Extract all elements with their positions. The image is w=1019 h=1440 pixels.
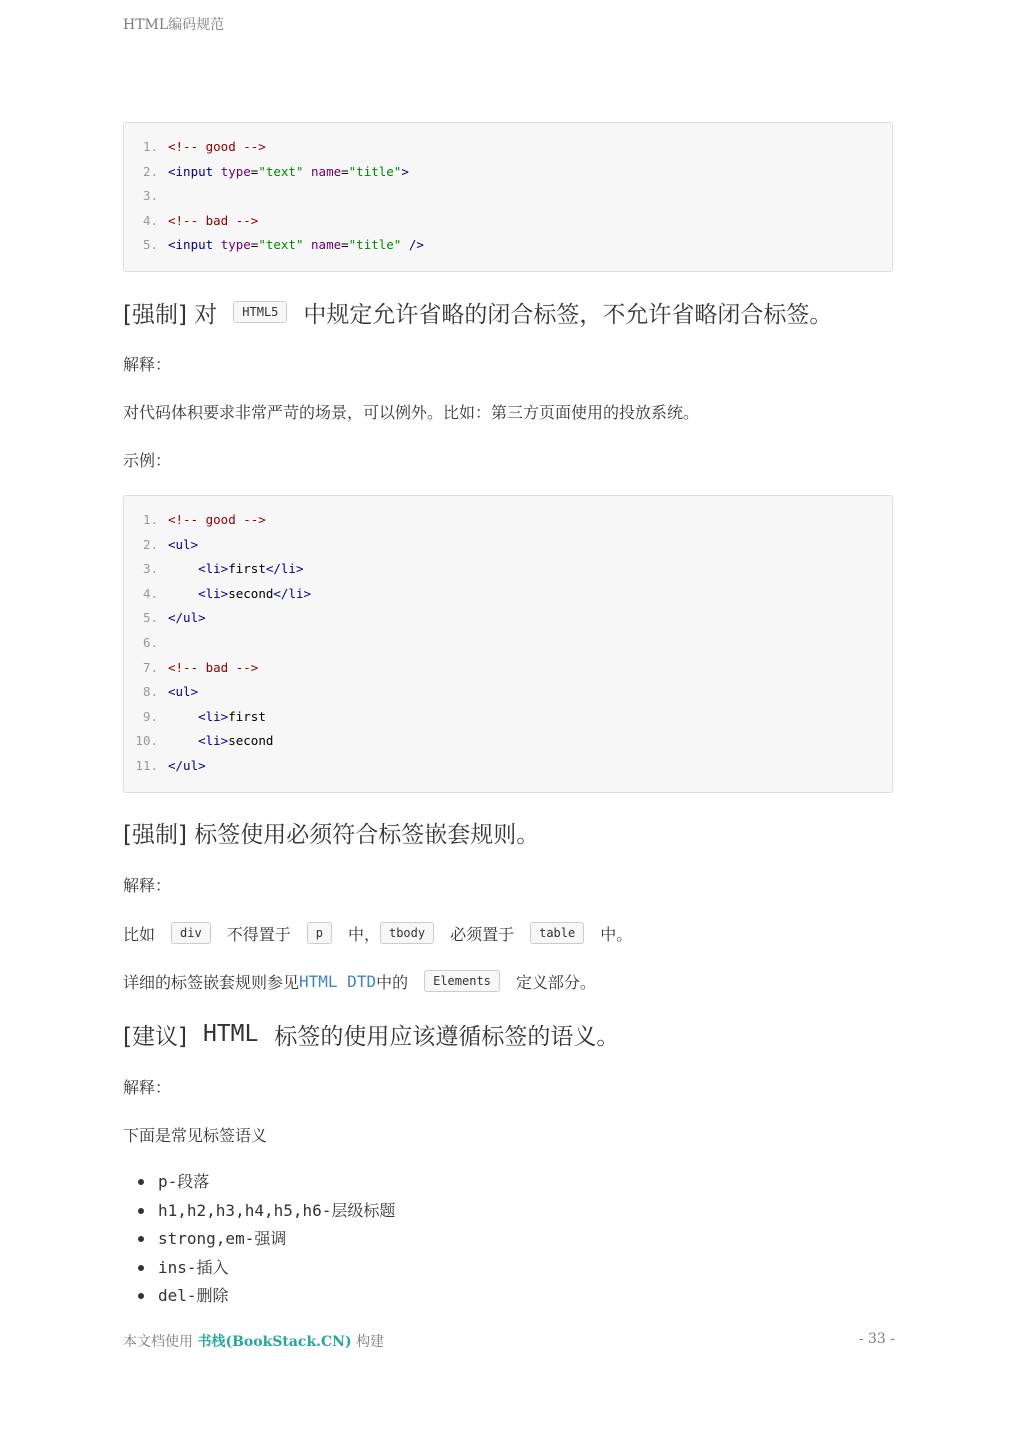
code-token [168, 709, 198, 724]
running-header: HTML编码规范 [123, 17, 225, 33]
code-token: name [311, 163, 342, 179]
code-token: </ul> [168, 757, 206, 773]
bullet-icon [138, 1236, 144, 1242]
code-token: second [228, 585, 274, 601]
tag-description: 段落 [177, 1172, 210, 1191]
tag-name: p [158, 1172, 168, 1191]
bullet-icon [138, 1265, 144, 1271]
footer-credit [123, 1331, 384, 1351]
line-number: 6. [142, 634, 158, 650]
code-line [124, 508, 892, 533]
code-token [213, 164, 221, 179]
code-token [303, 164, 311, 179]
code-token: <input [168, 163, 214, 179]
code-content [168, 729, 273, 754]
code-token: </li> [273, 585, 312, 601]
text-segment: 详细的标签嵌套规则参见 [123, 972, 300, 992]
code-line [124, 135, 892, 160]
code-token: <!-- good --> [168, 512, 266, 527]
code-token: </ul> [168, 610, 206, 626]
html-dtd-link[interactable]: HTML DTD [299, 971, 377, 991]
code-token [213, 237, 221, 252]
line-number: 3. [142, 561, 158, 577]
inline-code-elements: Elements [424, 970, 500, 992]
section-heading-closing-tags [123, 296, 832, 328]
code-token: <input [168, 237, 214, 253]
explain-label: 解释： [123, 354, 172, 374]
list-item [123, 1254, 395, 1283]
tag-description: 插入 [196, 1257, 229, 1277]
text-segment: 中， [347, 924, 380, 944]
code-token: = [341, 163, 349, 179]
code-line [124, 680, 892, 705]
code-line [124, 533, 892, 558]
code-token: "title" [348, 163, 402, 179]
code-token: <li> [198, 708, 229, 724]
line-number: 4. [142, 585, 158, 601]
text-segment: 中。 [600, 924, 633, 944]
text-segment: 必须置于 [450, 924, 515, 944]
code-token: first [228, 708, 266, 724]
line-number: 5. [142, 610, 158, 626]
line-number: 3. [142, 188, 158, 204]
code-line [124, 557, 892, 582]
nesting-example-line [123, 920, 632, 946]
section-heading-semantics [123, 1018, 619, 1050]
heading-text: 标签的使用应该遵循标签的语义。 [274, 1023, 620, 1050]
list-item [123, 1168, 395, 1197]
line-number: 5. [142, 237, 158, 253]
tag-name: strong,em [158, 1229, 245, 1248]
code-content [168, 557, 304, 582]
line-number: 2. [142, 163, 158, 179]
bullet-icon [138, 1179, 144, 1185]
code-token: = [341, 237, 349, 253]
code-token [168, 561, 198, 576]
heading-code: HTML [202, 1021, 259, 1047]
tag-description: 删除 [196, 1286, 229, 1305]
separator: - [186, 1257, 197, 1277]
list-item [123, 1282, 395, 1311]
semantics-intro: 下面是常见标签语义 [123, 1125, 268, 1145]
line-number: 11. [135, 757, 158, 773]
line-number: 2. [142, 536, 158, 552]
line-number: 8. [142, 684, 158, 700]
tag-description: 强调 [254, 1229, 287, 1248]
code-block-input-example [123, 122, 893, 272]
code-token: type [220, 237, 251, 253]
inline-code-table: table [530, 922, 584, 944]
list-item [123, 1225, 395, 1254]
separator: - [167, 1172, 178, 1191]
heading-text: 中规定允许省略的闭合标签，不允许省略闭合标签。 [303, 301, 833, 328]
code-token: <li> [198, 561, 229, 577]
code-token: = [250, 237, 259, 253]
code-token: <li> [198, 585, 229, 601]
code-token: <li> [198, 733, 229, 749]
code-token: <ul> [168, 684, 199, 700]
code-content [168, 533, 198, 558]
code-token: "title" [348, 237, 402, 253]
code-token: first [228, 561, 266, 577]
code-line [124, 631, 892, 656]
code-content [168, 508, 266, 533]
code-token: <ul> [168, 536, 199, 552]
code-content [168, 160, 409, 185]
explain-label: 解释： [123, 1077, 172, 1097]
code-token: "text" [258, 163, 304, 179]
code-line [124, 160, 892, 185]
separator: - [186, 1286, 197, 1305]
line-number: 1. [142, 139, 158, 154]
page-number: - 33 - [858, 1331, 895, 1347]
code-token: name [311, 237, 342, 253]
heading-text: [建议] [123, 1023, 187, 1050]
code-token [168, 586, 198, 601]
code-line [124, 184, 892, 209]
code-line [124, 582, 892, 607]
code-token: /> [408, 237, 424, 253]
code-line [124, 729, 892, 754]
code-content [168, 582, 311, 607]
footer-suffix: 构建 [356, 1334, 385, 1350]
tag-name: del [158, 1286, 187, 1305]
line-number: 9. [142, 708, 158, 724]
tag-name: h1,h2,h3,h4,h5,h6 [158, 1200, 322, 1220]
code-content [168, 233, 424, 258]
code-token: </li> [265, 561, 304, 577]
code-content [168, 754, 206, 779]
code-token: > [401, 163, 409, 179]
explain-label: 解释： [123, 875, 172, 895]
list-item [123, 1197, 395, 1226]
explain-text: 对代码体积要求非常严苛的场景，可以例外。比如：第三方页面使用的投放系统。 [123, 402, 700, 422]
code-line [124, 209, 892, 234]
line-number: 7. [142, 659, 158, 675]
inline-code-html5: HTML5 [233, 301, 287, 323]
line-number: 10. [135, 733, 158, 749]
code-token: second [228, 733, 274, 749]
code-line [124, 656, 892, 681]
semantic-tags-list [123, 1168, 395, 1311]
inline-code-div: div [171, 922, 211, 944]
separator: - [321, 1200, 332, 1220]
heading-text: [强制] 对 [123, 301, 218, 328]
code-token: <!-- bad --> [168, 659, 259, 675]
code-line [124, 606, 892, 631]
bookstack-link[interactable]: 书栈(BookStack.CN) [197, 1334, 352, 1350]
line-number: 1. [142, 512, 158, 527]
code-token [303, 237, 311, 252]
code-line [124, 233, 892, 258]
code-token: <!-- good --> [168, 139, 266, 154]
inline-code-tbody: tbody [380, 922, 434, 944]
dtd-reference-line [123, 968, 596, 994]
bullet-icon [138, 1293, 144, 1299]
code-content [168, 135, 266, 160]
code-token: type [220, 163, 251, 179]
text-segment: 不得置于 [226, 924, 291, 944]
code-token: = [250, 163, 259, 179]
inline-code-p: p [307, 922, 332, 944]
code-token: "text" [258, 237, 304, 253]
separator: - [244, 1229, 255, 1248]
text-segment: 比如 [123, 924, 156, 944]
footer-prefix: 本文档使用 [123, 1334, 193, 1350]
bullet-icon [138, 1208, 144, 1214]
code-content [168, 705, 266, 730]
code-content [168, 209, 258, 234]
code-token [401, 237, 409, 252]
code-content [168, 656, 258, 681]
code-line [124, 705, 892, 730]
tag-name: ins [158, 1257, 187, 1277]
code-content [168, 606, 206, 631]
code-token [168, 733, 198, 748]
text-segment: 定义部分。 [515, 972, 596, 992]
code-block-list-example [123, 495, 893, 793]
tag-description: 层级标题 [331, 1200, 396, 1220]
code-content [168, 680, 198, 705]
code-token: <!-- bad --> [168, 212, 259, 228]
example-label: 示例： [123, 450, 172, 470]
text-segment: 中的 [376, 972, 409, 992]
line-number: 4. [142, 212, 158, 228]
code-line [124, 754, 892, 779]
section-heading-nesting-rules: [强制] 标签使用必须符合标签嵌套规则。 [123, 821, 540, 848]
